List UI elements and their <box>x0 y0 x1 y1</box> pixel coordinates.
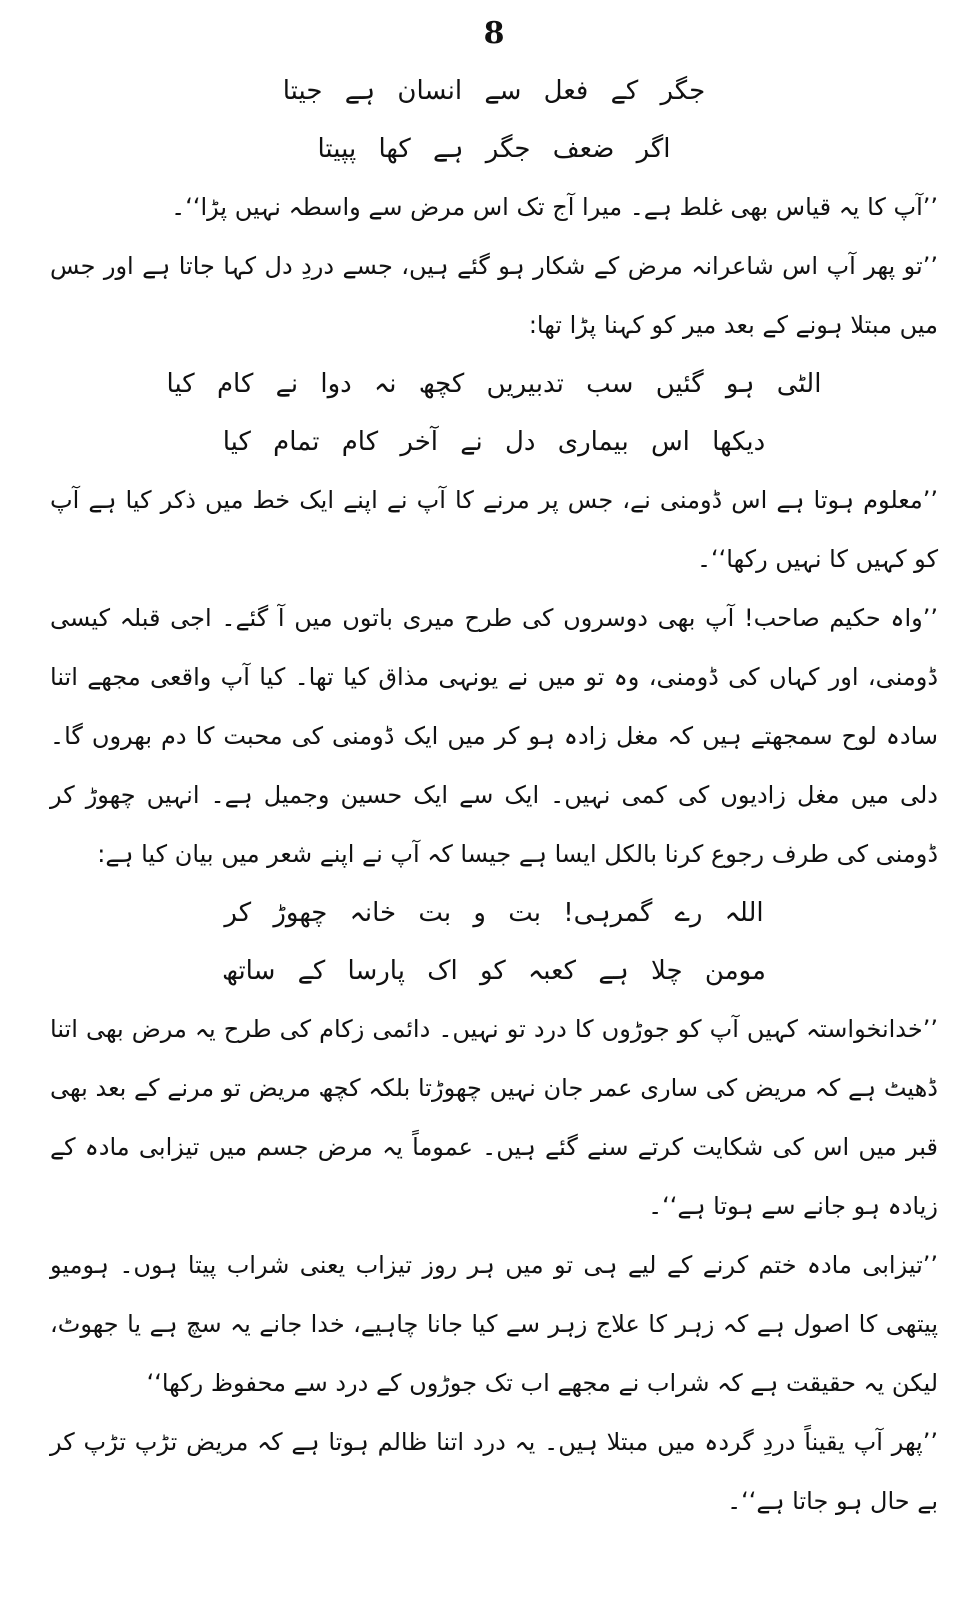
verse-line: اگر ضعف جگر ہے کھا پپیتا <box>317 134 671 164</box>
verse-line: جگر کے فعل سے انسان ہے جیتا <box>282 76 706 106</box>
paragraph: ’’معلوم ہوتا ہے اس ڈومنی نے، جس پر مرنے کا آپ نے اپنے ایک خط میں ذکر کیا ہے آپ کو کہیں کا نہیں رکھا‘‘۔ <box>50 486 938 573</box>
verse-line: مومن چلا ہے کعبہ کو اک پارسا کے ساتھ <box>222 956 766 986</box>
paragraph: ’’خدانخواستہ کہیں آپ کو جوڑوں کا درد تو نہیں۔ دائمی زکام کی طرح یہ مرض بھی اتنا ڈھیٹ ہے کہ مریض کی ساری عمر جان نہیں چھوڑتا بلکہ کچھ مریض تو مرنے کے بعد بھی قبر میں اس کی شکایت کرتے سنے گئے ہیں۔ عموماً یہ مرض جسم میں تیزابی مادہ کے زیادہ ہو جانے سے ہوتا ہے‘‘۔ <box>50 1015 938 1220</box>
paragraph: ’’پھر آپ یقیناً دردِ گردہ میں مبتلا ہیں۔ یہ درد اتنا ظالم ہوتا ہے کہ مریض تڑپ تڑپ کر بے حال ہو جاتا ہے‘‘۔ <box>50 1428 938 1515</box>
verse-line: الٹی ہو گئیں سب تدبیریں کچھ نہ دوا نے کام کیا <box>166 369 822 399</box>
verse-line: اللہ رے گمرہی! بت و بت خانہ چھوڑ کر <box>224 898 764 928</box>
page-number: 8 <box>483 16 505 51</box>
paragraph: ’’واہ حکیم صاحب! آپ بھی دوسروں کی طرح میری باتوں میں آ گئے۔ اجی قبلہ کیسی ڈومنی، اور کہاں کی ڈومنی، وہ تو میں نے یونہی مذاق کیا تھا۔ کیا آپ واقعی مجھے اتنا سادہ لوح سمجھتے ہیں کہ مغل زادہ ہو کر میں ایک ڈومنی کی محبت کا دم بھروں گا۔ دلی میں مغل زادیوں کی کمی نہیں۔ ایک سے ایک حسین وجمیل ہے۔ انہیں چھوڑ کر ڈومنی کی طرف رجوع کرنا بالکل ایسا ہے جیسا کہ آپ نے اپنے شعر میں بیان کیا ہے: <box>50 604 938 868</box>
paragraph: ’’تیزابی مادہ ختم کرنے کے لیے ہی تو میں ہر روز تیزاب یعنی شراب پیتا ہوں۔ ہومیو پیتھی کا اصول ہے کہ زہر کا علاج زہر سے کیا جانا چاہیے، خدا جانے یہ سچ ہے یا جھوٹ، لیکن یہ حقیقت ہے کہ شراب نے مجھے اب تک جوڑوں کے درد سے محفوظ رکھا‘‘ <box>50 1251 938 1397</box>
paragraph: ’’آپ کا یہ قیاس بھی غلط ہے۔ میرا آج تک اس مرض سے واسطہ نہیں پڑا‘‘۔ <box>171 193 938 221</box>
verse-line: دیکھا اس بیماری دل نے آخر کام تمام کیا <box>222 427 766 457</box>
paragraph: ’’تو پھر آپ اس شاعرانہ مرض کے شکار ہو گئے ہیں، جسے دردِ دل کہا جاتا ہے اور جس میں مبتلا ہونے کے بعد میر کو کہنا پڑا تھا: <box>50 252 938 339</box>
